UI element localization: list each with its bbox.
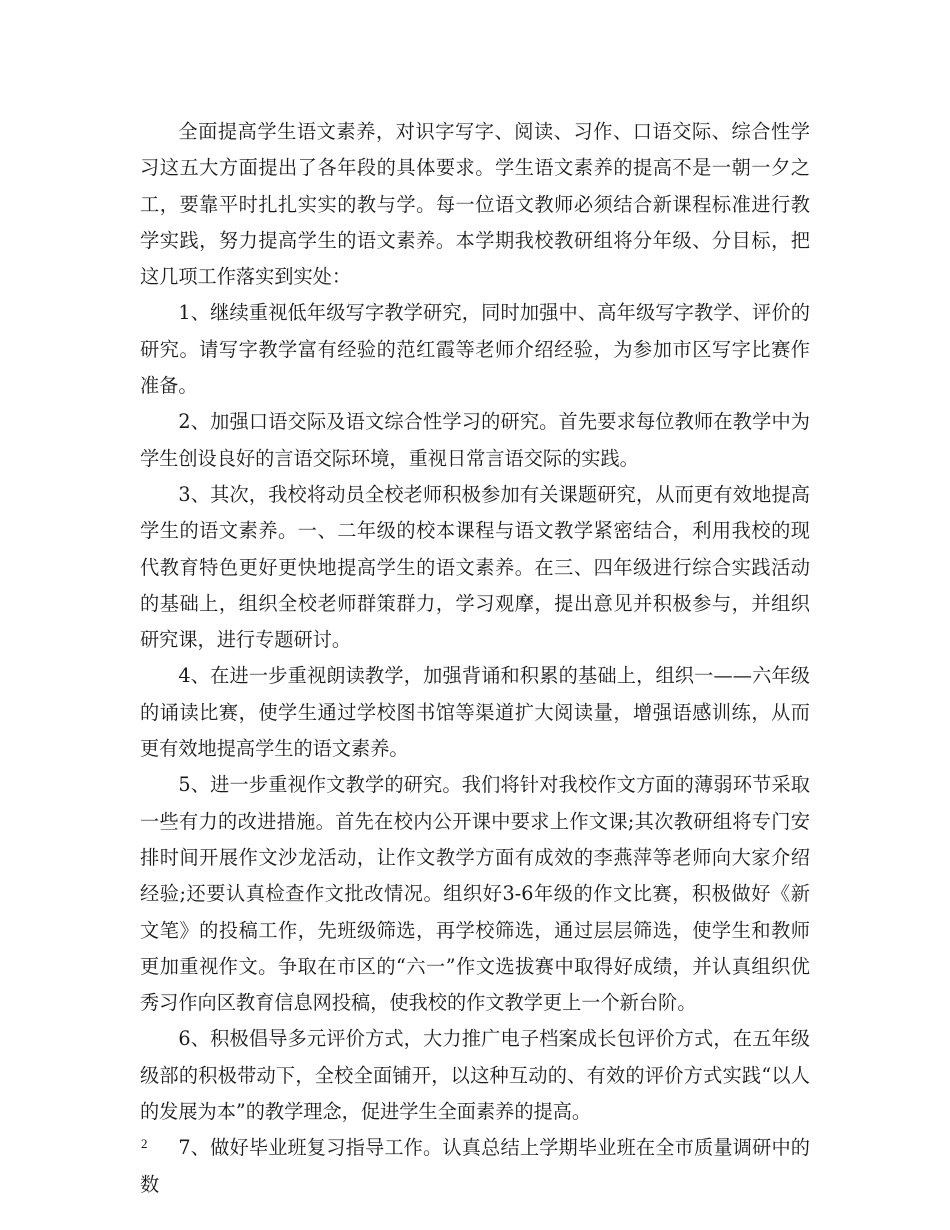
item-6-paragraph: 6、积极倡导多元评价方式，大力推广电子档案成长包评价方式，在五年级级部的积极带动下，全校全面铺开，以这种互动的、有效的评价方式实践“以人的发展为本”的教学理念，促进学生全面素养的提高。 xyxy=(140,1027,810,1124)
item-5-paragraph: 5、进一步重视作文教学的研究。我们将针对我校作文方面的薄弱环节采取一些有力的改进措施。首先在校内公开课中要求上作文课;其次教研组将专门安排时间开展作文沙龙活动，让作文教学方面有成效的李燕萍等老师向大家介绍经验;还要认真检查作文批改情况。组织好3-6年级的作文比赛，积极做好《新文笔》的投稿工作，先班级筛选，再学校筛选，通过层层筛选，使学生和教师更加重视作文。争取在市区的“六一”作文选拔赛中取得好成绩，并认真组织优秀习作向区教育信息网投稿，使我校的作文教学更上一个新台阶。 xyxy=(140,773,810,1015)
item-2-paragraph: 2、加强口语交际及语文综合性学习的研究。首先要求每位教师在教学中为学生创设良好的言语交际环境，重视日常言语交际的实践。 xyxy=(140,410,810,470)
item-1-paragraph: 1、继续重视低年级写字教学研究，同时加强中、高年级写字教学、评价的研究。请写字教学富有经验的范红霞等老师介绍经验，为参加市区写字比赛作准备。 xyxy=(140,301,810,398)
page-number: 2 xyxy=(141,1136,148,1151)
document-body xyxy=(140,114,810,1203)
item-3-paragraph: 3、其次，我校将动员全校老师积极参加有关课题研究，从而更有效地提高学生的语文素养。一、二年级的校本课程与语文教学紧密结合，利用我校的现代教育特色更好更快地提高学生的语文素养。在三、四年级进行综合实践活动的基础上，组织全校老师群策群力，学习观摩，提出意见并积极参与，并组织研究课，进行专题研讨。 xyxy=(140,482,810,652)
item-7-paragraph: 7、做好毕业班复习指导工作。认真总结上学期毕业班在全市质量调研中的数 xyxy=(140,1136,810,1196)
item-4-paragraph: 4、在进一步重视朗读教学，加强背诵和积累的基础上，组织一——六年级的诵读比赛，使学生通过学校图书馆等渠道扩大阅读量，增强语感训练，从而更有效地提高学生的语文素养。 xyxy=(140,664,810,761)
intro-paragraph: 全面提高学生语文素养，对识字写字、阅读、习作、口语交际、综合性学习这五大方面提出了各年段的具体要求。学生语文素养的提高不是一朝一夕之工，要靠平时扎扎实实的教与学。每一位语文教师必须结合新课程标准进行教学实践，努力提高学生的语文素养。本学期我校教研组将分年级、分目标，把这几项工作落实到实处： xyxy=(140,120,810,289)
